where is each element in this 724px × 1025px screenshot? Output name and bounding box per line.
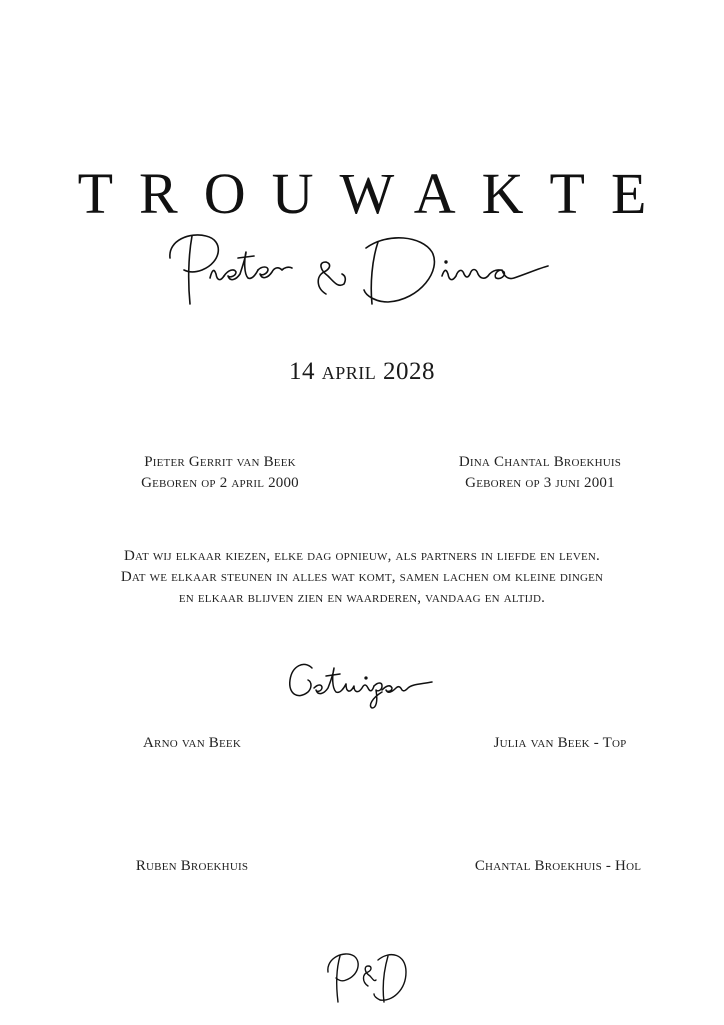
vows-line-1: Dat wij elkaar kiezen, elke dag opnieuw, als partners in liefde en leven. xyxy=(124,548,600,564)
couple-names-script xyxy=(150,218,570,318)
document-title: TROUWAKTE xyxy=(77,160,673,226)
vows-text xyxy=(40,546,684,609)
witnesses-heading-script xyxy=(282,648,442,710)
vows-line-2: Dat we elkaar steunen in alles wat komt, samen lachen om kleine dingen xyxy=(120,569,604,585)
partner-right-name: Dina Chantal Broekhuis xyxy=(458,454,622,470)
witness-2: Julia van Beek - Top xyxy=(493,735,627,751)
monogram-logo xyxy=(318,946,410,1008)
couple-names-script-art xyxy=(150,218,570,318)
partner-right xyxy=(420,452,660,494)
partner-right-born: Geboren op 3 juni 2001 xyxy=(465,475,615,491)
witness-1: Arno van Beek xyxy=(143,735,241,751)
partner-left-born: Geboren op 2 april 2000 xyxy=(141,475,299,491)
partner-left-name: Pieter Gerrit van Beek xyxy=(144,454,296,470)
witnesses-heading-script-art xyxy=(282,648,442,710)
witness-4: Chantal Broekhuis - Hol xyxy=(474,858,642,874)
vows-line-3: en elkaar blijven zien en waarderen, vandaag en altijd. xyxy=(178,590,546,606)
monogram-logo-art xyxy=(318,946,410,1008)
witness-3: Ruben Broekhuis xyxy=(135,858,249,874)
wedding-date: 14 april 2028 xyxy=(288,358,435,385)
partner-left xyxy=(110,452,330,494)
